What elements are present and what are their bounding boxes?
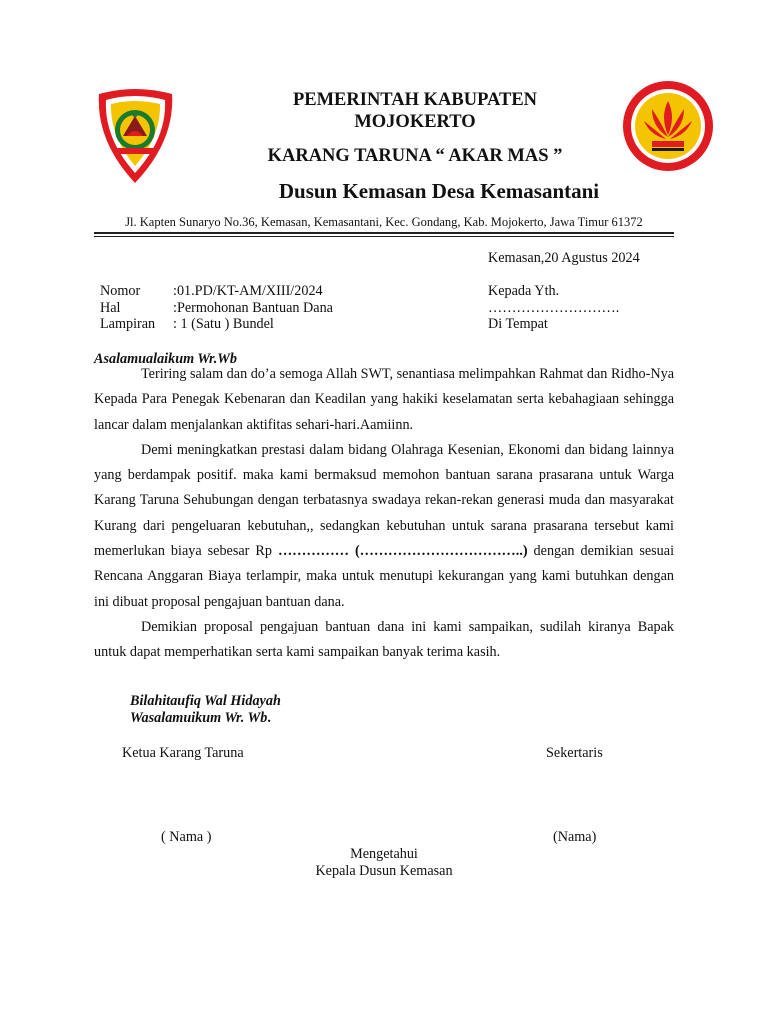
dusun-line: Dusun Kemasan Desa Kemasantani — [278, 179, 600, 203]
paragraph-request — [94, 438, 674, 615]
meta-label: Nomor — [100, 283, 141, 299]
closing-block — [130, 693, 281, 727]
address-line: Jl. Kapten Sunaryo No.36, Kemasan, Kemasantani, Kec. Gondang, Kab. Mojokerto, Jawa Timur 61372 — [125, 215, 643, 229]
meta-row-nomor — [100, 283, 333, 300]
header-divider-thick — [94, 232, 674, 234]
paragraph-request-text: Demi meningkatkan prestasi dalam bidang Olahraga Kesenian, Ekonomi dan bidang lainnya yang berdampak positif. maka kami bermaksud memohon bantuan sarana prasarana untuk Warga Karang Taruna Sehubungan dengan terbatasnya swadaya rekan-rekan generasi muda dan masyarakat Kurang dari pengeluaran kebutuhan,, sedangkan kebutuhan untuk sarana prasarana tersebut kami memerlukan biaya sebesar Rp — [94, 441, 674, 560]
mojokerto-regency-logo — [93, 86, 178, 186]
greeting: Asalamualaikum Wr.Wb — [94, 351, 237, 367]
closing-salam — [130, 710, 281, 727]
closing-salam-text: Wasalamuikum Wr. Wb — [130, 710, 268, 726]
karang-taruna-logo — [622, 79, 714, 173]
signature-right-name: (Nama) — [553, 829, 597, 845]
recipient-block — [488, 283, 619, 333]
header-divider-thin — [94, 236, 674, 237]
paragraph-request-tail: dengan demikian sesuai Rencana Anggaran Biaya terlampir, maka untuk menutupi kekurangan yang kami butuhkan dengan ini dibuat proposal pengajuan bantuan dana. — [94, 543, 675, 610]
meta-row-hal — [100, 300, 333, 317]
acknowledge-title: Kepala Dusun Kemasan — [315, 862, 453, 879]
meta-value: : 1 (Satu ) Bundel — [173, 316, 274, 332]
government-line: PEMERINTAH KABUPATEN — [292, 90, 538, 110]
organization-name: KARANG TARUNA “ AKAR MAS ” — [267, 146, 563, 166]
acknowledgement-block — [284, 846, 484, 879]
letter-meta — [100, 283, 333, 333]
signature-left-title: Ketua Karang Taruna — [122, 745, 244, 761]
amount-in-words-placeholder: (……………………………..) — [354, 543, 528, 560]
date-line: Kemasan,20 Agustus 2024 — [488, 250, 640, 266]
meta-label: Hal — [100, 299, 121, 316]
paragraph-opening: Teriring salam dan do’a semoga Allah SWT, senantiasa melimpahkan Rahmat dan Ridho-Nya Kepada Para Penegak Kebenaran dan Keadilan yang hakiki keselamatan serta kebahagiaan sehingga lancar dalam menjalankan aktifitas sehari-hari.Aamiinn. — [94, 366, 674, 433]
recipient-name-placeholder: ………………………. — [488, 299, 620, 316]
amount-placeholder: …………… — [277, 543, 349, 560]
letterhead-title — [220, 89, 610, 133]
closing-salam-period: . — [267, 710, 271, 726]
signature-right-title: Sekertaris — [546, 745, 603, 761]
paragraph-closing: Demikian proposal pengajuan bantuan dana ini kami sampaikan, sudilah kiranya Bapak untuk dapat memperhatikan serta kami sampaikan banyak terima kasih. — [94, 618, 674, 661]
signature-left-name: ( Nama ) — [161, 829, 212, 845]
meta-value: :01.PD/KT-AM/XIII/2024 — [173, 283, 323, 299]
meta-value: :Permohonan Bantuan Dana — [173, 299, 333, 316]
acknowledge-label: Mengetahui — [350, 846, 418, 862]
meta-row-lampiran — [100, 316, 333, 333]
regency-line: MOJOKERTO — [354, 112, 476, 132]
recipient-location: Di Tempat — [488, 316, 548, 332]
closing-prayer: Bilahitaufiq Wal Hidayah — [130, 693, 281, 709]
letter-body — [94, 362, 674, 666]
meta-label: Lampiran — [100, 316, 156, 332]
recipient-salutation: Kepada Yth. — [488, 283, 560, 299]
